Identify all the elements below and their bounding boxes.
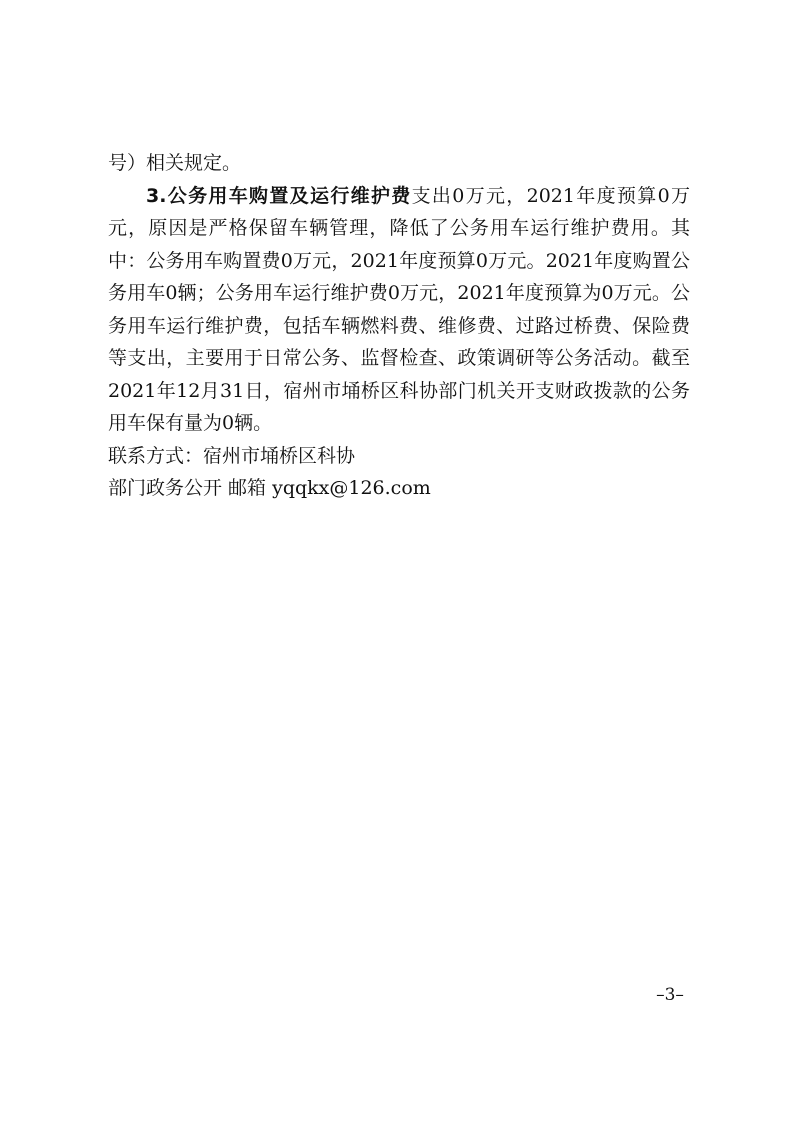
page-number: –3– [656,985,684,1005]
section3-body: 支出0万元，2021年度预算0万元，原因是严格保留车辆管理，降低了公务用车运行维护费用。其中：公务用车购置费0万元，2021年度预算0万元。2021年度购置公务用车0辆；公务用车运行维护费0万元，2021年度预算为0万元。公务用车运行维护费，包括车辆燃料费、维修费、过路过桥费、保险费等支出，主要用于日常公务、监督检查、政策调研等公务活动。截至2021年12月31日，宿州市埇桥区科协部门机关开支财政拨款的公务用车保有量为0辆。 [108,184,690,434]
continuation-paragraph [108,147,690,180]
section3-paragraph [108,180,690,440]
document-body [108,147,690,505]
contact-line-1 [108,440,690,473]
contact-line-2 [108,472,690,505]
contact-email: 部门政务公开 邮箱 yqqkx@126.com [108,477,431,499]
section3-heading: 3.公务用车购置及运行维护费 [146,184,412,207]
contact-info: 联系方式：宿州市埇桥区科协 [108,444,356,467]
continuation-text: 号）相关规定。 [108,152,242,174]
